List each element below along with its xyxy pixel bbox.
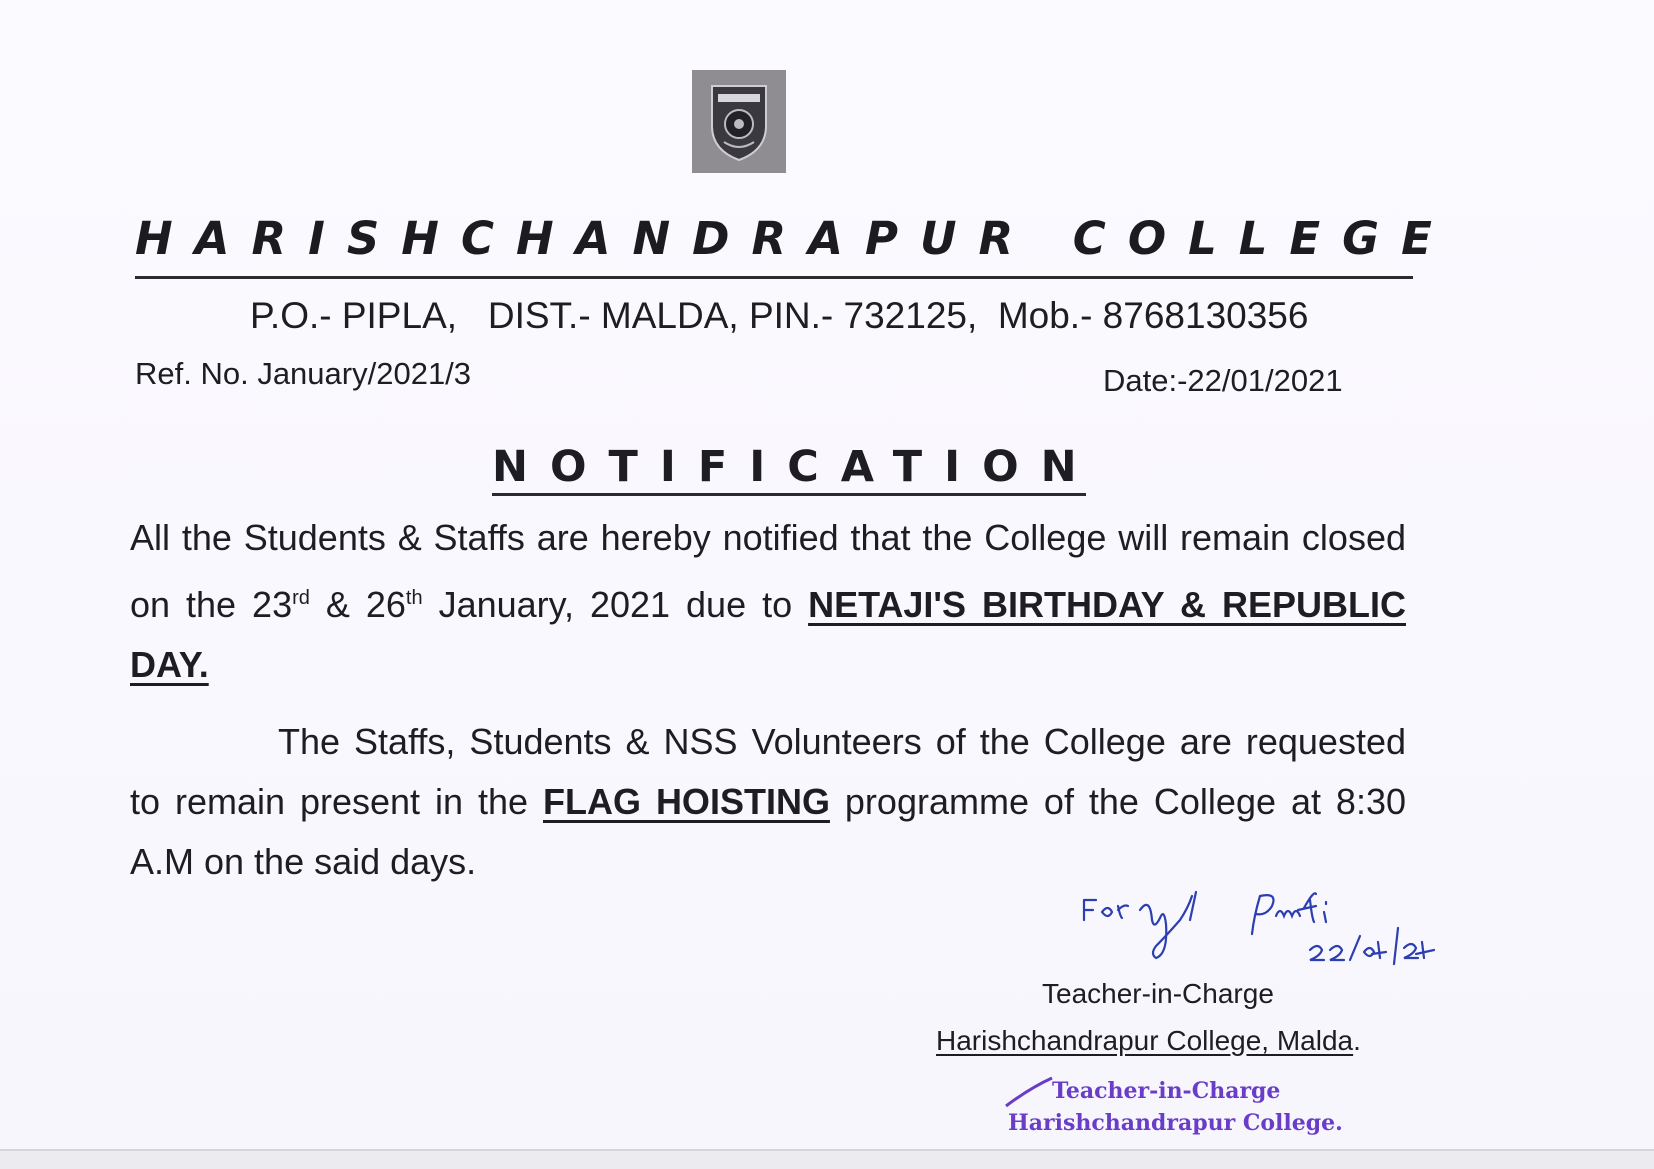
superscript-th: th (405, 587, 423, 609)
flag-text-a: The Staffs, Students & NSS Volunteers of the College are requested to remain present in the (130, 721, 1406, 822)
signatory-college (936, 1025, 1361, 1057)
crest-icon (704, 80, 774, 164)
notice-date: Date:-22/01/2021 (1103, 363, 1343, 398)
closure-text-c: January, 2021 due to (422, 584, 809, 625)
flag-hoisting-paragraph (130, 712, 1406, 892)
notification-heading: NOTIFICATION (492, 442, 1099, 492)
stamp-line-2: Harishchandrapur College. (1008, 1110, 1343, 1136)
notification-underline (492, 493, 1086, 496)
scan-bottom-strip (0, 1151, 1654, 1169)
signatory-college-name: Harishchandrapur College, Malda (936, 1025, 1354, 1056)
flag-hoisting-highlight: FLAG HOISTING (543, 781, 830, 822)
college-name: HARISHCHANDRAPUR COLLEGE (135, 212, 1454, 265)
official-stamp (1000, 1070, 1343, 1142)
closure-paragraph (130, 508, 1406, 695)
signatory-college-suffix: . (1353, 1025, 1361, 1056)
superscript-rd: rd (292, 587, 310, 609)
occasion-highlight: NETAJI'S BIRTHDAY & REPUBLIC DAY. (130, 584, 1406, 685)
closure-text-a: All the Students & Staffs are hereby notified that the College will remain closed on the 23 (130, 517, 1406, 625)
signatory-role: Teacher-in-Charge (1042, 978, 1274, 1009)
title-underline (135, 276, 1413, 279)
college-logo (692, 70, 786, 173)
stamp-line-1: Teacher-in-Charge (1052, 1078, 1281, 1104)
closure-text-b: & 26 (309, 584, 406, 625)
college-address: P.O.- PIPLA, DIST.- MALDA, PIN.- 732125, Mob.- 8768130356 (250, 295, 1309, 336)
reference-number: Ref. No. January/2021/3 (135, 356, 472, 391)
flag-text-b: programme of the College at 8:30 A.M on the said days. (130, 781, 1406, 882)
